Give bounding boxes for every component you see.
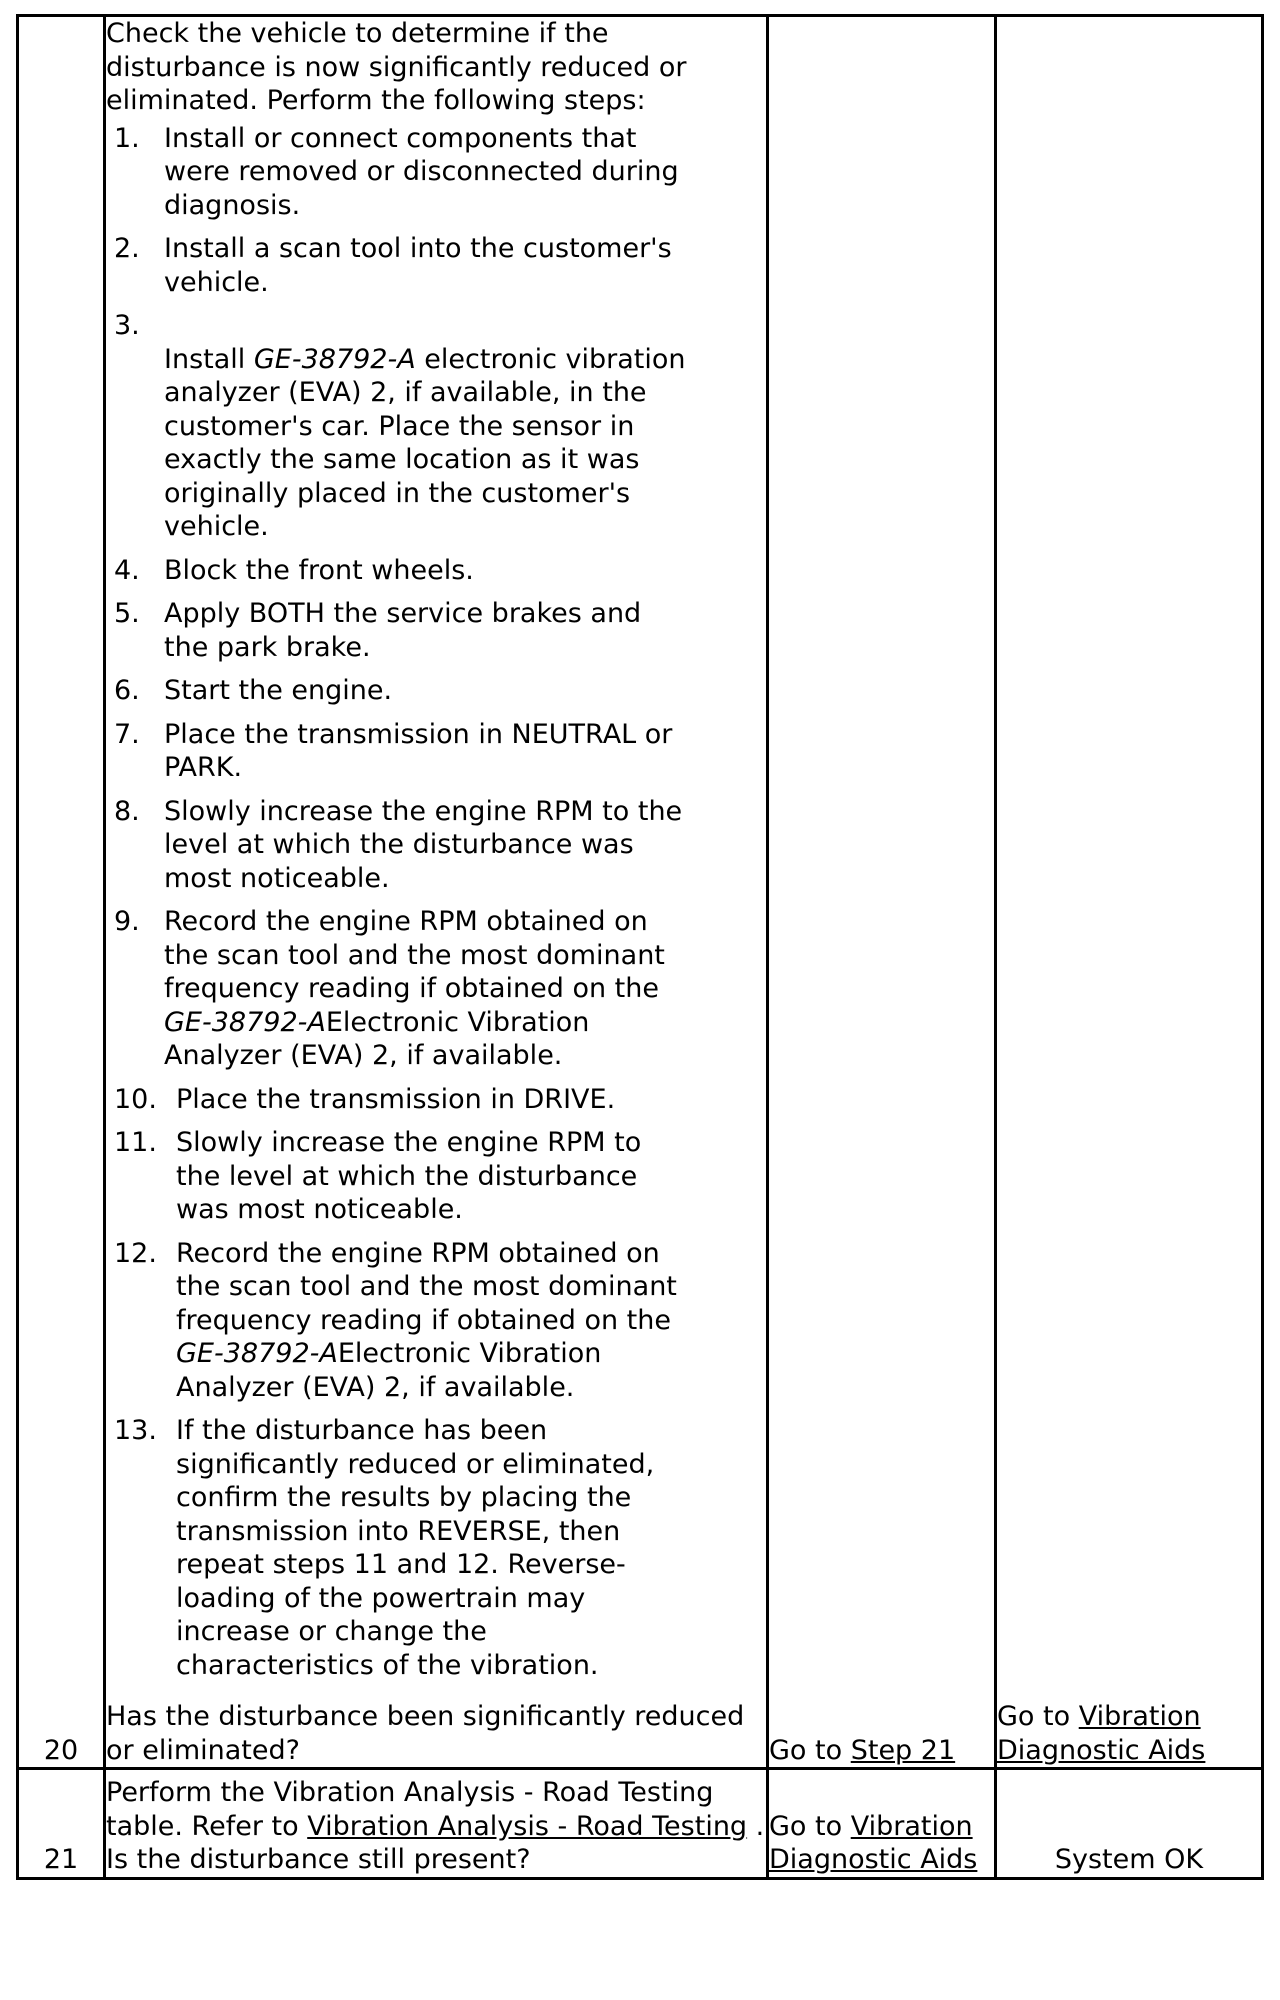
system-ok-text: System OK xyxy=(1054,1844,1204,1875)
list-item: 11. Slowly increase the engine RPM to the level at which the disturbance was most noticeable. xyxy=(114,1127,642,1225)
list-item: 12. Record the engine RPM obtained on the scan tool and the most dominant frequency reading if obtained on the GE-38792-AElectronic Vibration Analyzer (EVA) 2, if available. xyxy=(114,1237,677,1403)
step-21-link[interactable]: Step 21 xyxy=(850,1734,956,1766)
yes-result-cell: Go to Vibration Diagnostic Aids xyxy=(768,1769,996,1879)
no-result-cell: Go to Vibration Diagnostic Aids xyxy=(996,16,1263,1769)
step-question: Has the disturbance been significantly reduced or eliminated? xyxy=(106,1701,745,1766)
action-cell: Perform the Vibration Analysis - Road Testing table. Refer to Vibration Analysis - Road Testing . Is the disturbance still present? xyxy=(105,1769,768,1879)
no-result-cell xyxy=(996,1769,1263,1879)
table-row xyxy=(18,16,1263,1769)
list-item: 7. Place the transmission in NEUTRAL or PARK. xyxy=(114,718,673,783)
list-item: 8. Slowly increase the engine RPM to the level at which the disturbance was most noticeable. xyxy=(114,795,683,894)
list-item: 2. Install a scan tool into the customer's vehicle. xyxy=(114,233,672,298)
action-cell xyxy=(105,16,768,1769)
table-row xyxy=(18,1769,1263,1879)
substep-list xyxy=(106,122,766,1683)
road-testing-link[interactable]: Vibration Analysis - Road Testing xyxy=(307,1810,748,1842)
step-intro: Check the vehicle to determine if the disturbance is now significantly reduced or eliminated. Perform the following steps: xyxy=(106,18,687,116)
step-number: 21 xyxy=(18,1769,105,1879)
yes-result-cell: Go to Step 21 xyxy=(768,16,996,1769)
list-item: 3. Install GE-38792-A electronic vibration analyzer (EVA) 2, if available, in the customer's car. Place the sensor in exactly the same location as it was originally placed in the customer's vehicle. xyxy=(114,310,686,542)
list-item: 5. Apply BOTH the service brakes and the park brake. xyxy=(114,598,642,663)
list-item: 4. Block the front wheels. xyxy=(114,554,474,586)
tool-reference: GE-38792-A xyxy=(164,1006,326,1038)
tool-reference: GE-38792-A xyxy=(176,1338,338,1369)
vibration-diagnostic-aids-link[interactable]: Vibration Diagnostic Aids xyxy=(997,1701,1206,1766)
step-number: 20 xyxy=(18,16,105,1769)
list-item: 9. Record the engine RPM obtained on the scan tool and the most dominant frequency reading if obtained on the GE-38792-AElectronic Vibration Analyzer (EVA) 2, if available. xyxy=(114,906,665,1071)
list-item: 13. If the disturbance has been significantly reduced or eliminated, confirm the results by placing the transmission into REVERSE, then repeat steps 11 and 12. Reverse-loading of the powertrain may increase or change the characteristics of the vibration. xyxy=(114,1415,655,1681)
list-item: 10. Place the transmission in DRIVE. xyxy=(114,1083,616,1115)
tool-reference: GE-38792-A xyxy=(253,343,416,375)
list-item: 6. Start the engine. xyxy=(114,675,393,706)
list-item: 1. Install or connect components that were removed or disconnected during diagnosis. xyxy=(114,122,679,221)
vibration-diagnostic-aids-link[interactable]: Vibration Diagnostic Aids xyxy=(769,1810,978,1875)
diagnostic-table xyxy=(16,14,1264,1880)
